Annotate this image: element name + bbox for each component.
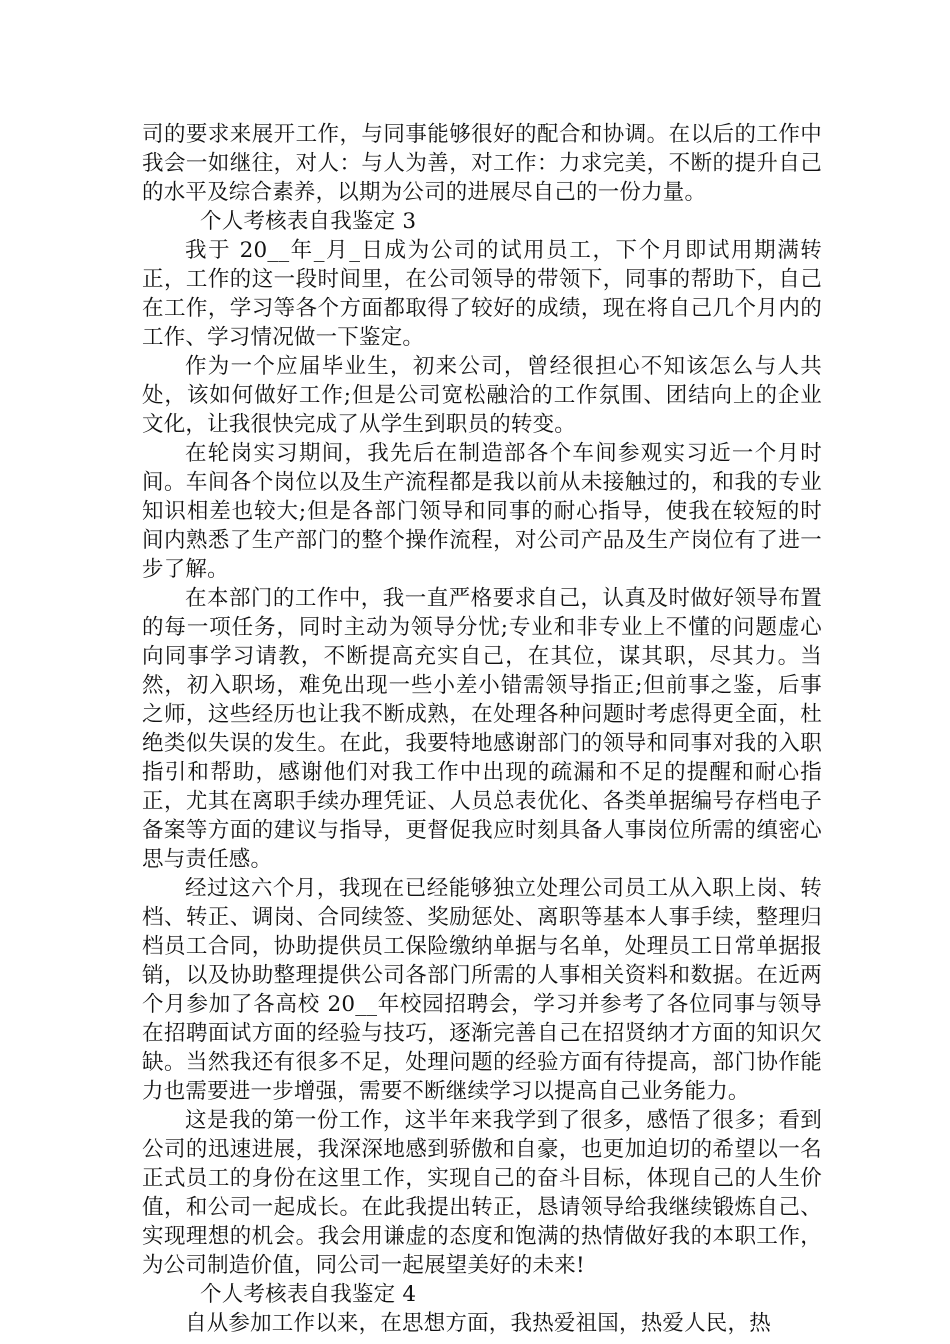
paragraph-continuation: 司的要求来展开工作，与同事能够很好的配合和协调。在以后的工作中我会一如继往，对人：与人为善，对工作：力求完美，不断的提升自己的水平及综合素养，以期为公司的进展尽自己的一份力量。 [142,122,822,205]
paragraph: 在本部门的工作中，我一直严格要求自己，认真及时做好领导布置的每一项任务，同时主动为领导分忧;专业和非专业上不懂的问题虚心向同事学习请教，不断提高充实自己，在其位，谋其职，尽其力。当然，初入职场，难免出现一些小差小错需领导指正;但前事之鉴，后事之师，这些经历也让我不断成熟，在处理各种问题时考虑得更全面，杜绝类似失误的发生。在此，我要特地感谢部门的领导和同事对我的入职指引和帮助，感谢他们对我工作中出现的疏漏和不足的提醒和耐心指正，尤其在离职手续办理凭证、人员总表优化、各类单据编号存档电子备案等方面的建议与指导，更督促我应时刻具备人事岗位所需的缜密心思与责任感。 [142,586,822,872]
document-body [142,120,822,1338]
paragraph: 自从参加工作以来，在思想方面，我热爱祖国，热爱人民，热 [185,1311,771,1336]
paragraph: 作为一个应届毕业生，初来公司，曾经很担心不知该怎么与人共处，该如何做好工作;但是公司宽松融洽的工作氛围、团结向上的企业文化，让我很快完成了从学生到职员的转变。 [142,354,822,437]
paragraph: 这是我的第一份工作，这半年来我学到了很多，感悟了很多；看到公司的迅速进展，我深深地感到骄傲和自豪，也更加迫切的希望以一名正式员工的身份在这里工作，实现自己的奋斗目标，体现自己的人生价值，和公司一起成长。在此我提出转正，恳请领导给我继续锻炼自己、实现理想的机会。我会用谦虚的态度和饱满的热情做好我的本职工作，为公司制造价值，同公司一起展望美好的未来! [142,1108,822,1278]
paragraph: 在轮岗实习期间，我先后在制造部各个车间参观实习近一个月时间。车间各个岗位以及生产流程都是我以前从未接触过的，和我的专业知识相差也较大;但是各部门领导和同事的耐心指导，使我在较短的时间内熟悉了生产部门的整个操作流程，对公司产品及生产岗位有了进一步了解。 [142,441,822,582]
section-heading-4: 个人考核表自我鉴定 4 [200,1282,417,1307]
paragraph: 经过这六个月，我现在已经能够独立处理公司员工从入职上岗、转档、转正、调岗、合同续签、奖励惩处、离职等基本人事手续，整理归档员工合同，协助提供员工保险缴纳单据与名单，处理员工日常单据报销，以及协助整理提供公司各部门所需的人事相关资料和数据。在近两个月参加了各高校 20__年校园招聘会，学习并参考了各位同事与领导在招聘面试方面的经验与技巧，逐渐完善自己在招贤纳才方面的知识欠缺。当然我还有很多不足，处理问题的经验方面有待提高，部门协作能力也需要进一步增强，需要不断继续学习以提高自己业务能力。 [142,876,822,1104]
section-heading-3: 个人考核表自我鉴定 3 [200,209,417,234]
paragraph: 我于 20__年_月_日成为公司的试用员工，下个月即试用期满转正，工作的这一段时间里，在公司领导的带领下，同事的帮助下，自己在工作，学习等各个方面都取得了较好的成绩，现在将自己几个月内的工作、学习情况做一下鉴定。 [142,238,822,350]
